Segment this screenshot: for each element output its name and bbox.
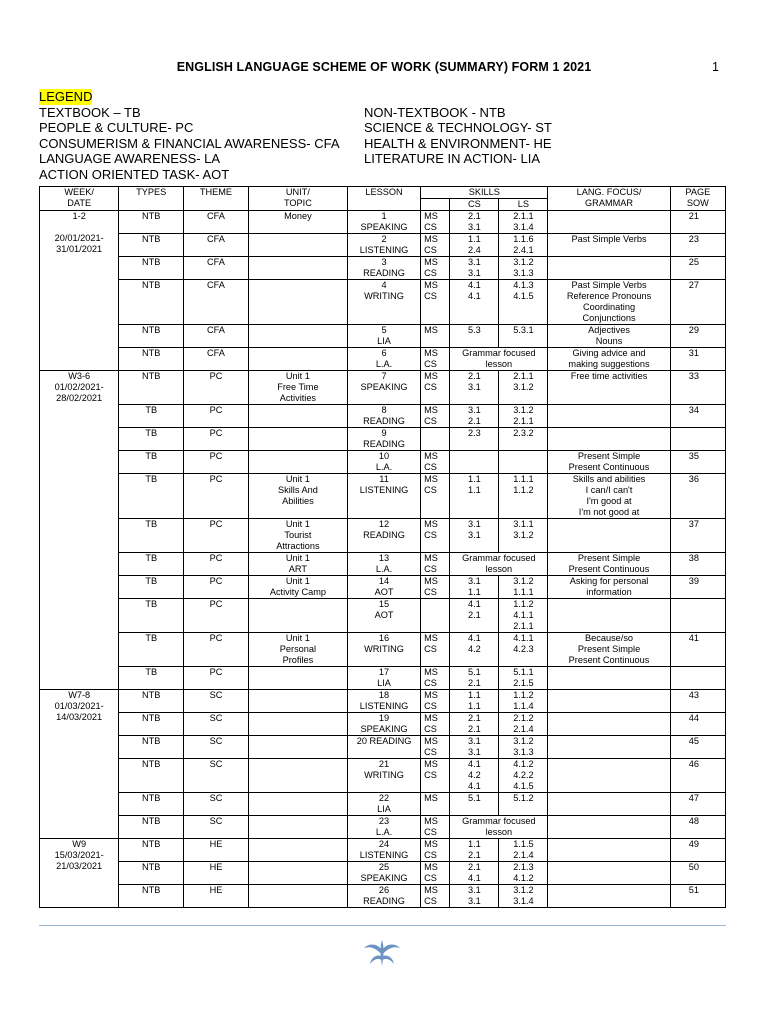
theme-cell: SC	[184, 793, 249, 816]
ls-cell: 1.1.1 1.1.2	[499, 474, 548, 519]
cs-cell: 5.1 2.1	[450, 667, 499, 690]
type-cell: TB	[119, 451, 184, 474]
cs-cell	[450, 451, 499, 474]
cs-cell: 2.3	[450, 428, 499, 451]
ls-cell: 4.1.1 4.2.3	[499, 633, 548, 667]
theme-cell: PC	[184, 633, 249, 667]
cs-cell: 3.1 3.1	[450, 519, 499, 553]
theme-cell: HE	[184, 839, 249, 862]
type-cell: NTB	[119, 211, 184, 234]
legend-left-item: LANGUAGE AWARENESS- LA	[39, 151, 221, 167]
unit-topic-cell	[248, 690, 347, 713]
ls-cell: 1.1.2 4.1.1 2.1.1	[499, 599, 548, 633]
page-title: ENGLISH LANGUAGE SCHEME OF WORK (SUMMARY) FORM 1 2021	[176, 60, 592, 74]
ls-cell	[499, 451, 548, 474]
skill-type-cell: MS CS	[421, 862, 450, 885]
lesson-cell: 10 L.A.	[348, 451, 421, 474]
type-cell: NTB	[119, 325, 184, 348]
unit-topic-cell	[248, 667, 347, 690]
table-row	[40, 451, 726, 474]
ls-cell: 3.1.2 3.1.3	[499, 736, 548, 759]
unit-topic-cell: Unit 1 ART	[248, 553, 347, 576]
cs-cell: 1.1 1.1	[450, 474, 499, 519]
legend-right-item: NON-TEXTBOOK - NTB	[364, 104, 506, 120]
skill-type-cell: MS CS	[421, 633, 450, 667]
unit-topic-cell	[248, 816, 347, 839]
legend-left-item: TEXTBOOK – TB	[39, 104, 141, 120]
table-row	[40, 667, 726, 690]
theme-cell: PC	[184, 451, 249, 474]
page-sow-cell: 36	[670, 474, 725, 519]
cs-cell: 4.1 4.1	[450, 280, 499, 325]
lesson-cell: 19 SPEAKING	[348, 713, 421, 736]
page-sow-cell: 31	[670, 348, 725, 371]
table-row	[40, 428, 726, 451]
skill-type-cell: MS CS	[421, 885, 450, 908]
language-focus-cell	[548, 736, 670, 759]
lesson-cell: 7 SPEAKING	[348, 371, 421, 405]
theme-cell: PC	[184, 667, 249, 690]
cs-cell: 2.1 4.1	[450, 862, 499, 885]
skill-type-cell: MS CS	[421, 257, 450, 280]
theme-cell: PC	[184, 519, 249, 553]
lesson-cell: 21 WRITING	[348, 759, 421, 793]
table-row	[40, 576, 726, 599]
legend	[39, 89, 739, 182]
page-sow-cell: 45	[670, 736, 725, 759]
skill-type-cell: MS CS	[421, 371, 450, 405]
ls-cell: 2.1.2 2.1.4	[499, 713, 548, 736]
cs-cell: 3.1 3.1	[450, 885, 499, 908]
fleur-logo-icon	[362, 936, 402, 970]
theme-cell: PC	[184, 599, 249, 633]
unit-topic-cell	[248, 257, 347, 280]
page-number: 1	[712, 60, 719, 74]
unit-topic-cell: Unit 1 Activity Camp	[248, 576, 347, 599]
unit-topic-cell	[248, 325, 347, 348]
language-focus-cell	[548, 816, 670, 839]
language-focus-cell	[548, 759, 670, 793]
table-row	[40, 519, 726, 553]
unit-topic-cell	[248, 862, 347, 885]
skills-merged-cell: Grammar focused lesson	[450, 816, 548, 839]
table-row	[40, 839, 726, 862]
type-cell: TB	[119, 553, 184, 576]
language-focus-cell: Present Simple Present Continuous	[548, 451, 670, 474]
week-date-cell: W7-8 01/03/2021- 14/03/2021	[40, 690, 119, 839]
page-sow-cell: 48	[670, 816, 725, 839]
cs-cell: 4.1 4.2 4.1	[450, 759, 499, 793]
page-sow-cell: 25	[670, 257, 725, 280]
unit-topic-cell: Unit 1 Personal Profiles	[248, 633, 347, 667]
language-focus-cell	[548, 793, 670, 816]
table-row	[40, 713, 726, 736]
page-sow-cell: 23	[670, 234, 725, 257]
page-sow-cell: 50	[670, 862, 725, 885]
lesson-cell: 17 LIA	[348, 667, 421, 690]
skill-type-cell: MS CS	[421, 736, 450, 759]
header-focus: LANG. FOCUS/ GRAMMAR	[548, 187, 670, 211]
unit-topic-cell	[248, 736, 347, 759]
skill-type-cell: MS CS	[421, 576, 450, 599]
cs-cell: 2.1 3.1	[450, 211, 499, 234]
language-focus-cell	[548, 428, 670, 451]
theme-cell: PC	[184, 371, 249, 405]
page-sow-cell: 49	[670, 839, 725, 862]
page-sow-cell: 27	[670, 280, 725, 325]
cs-cell: 2.1 2.1	[450, 713, 499, 736]
ls-cell: 3.1.2 3.1.3	[499, 257, 548, 280]
table-row	[40, 793, 726, 816]
skill-type-cell: MS CS	[421, 690, 450, 713]
header-unit: UNIT/ TOPIC	[248, 187, 347, 211]
ls-cell: 2.1.3 4.1.2	[499, 862, 548, 885]
lesson-cell: 11 LISTENING	[348, 474, 421, 519]
page-sow-cell	[670, 428, 725, 451]
header-cs: CS	[450, 199, 499, 211]
language-focus-cell: Past Simple Verbs Reference Pronouns Coordinating Conjunctions	[548, 280, 670, 325]
lesson-cell: 15 AOT	[348, 599, 421, 633]
page-sow-cell: 34	[670, 405, 725, 428]
page-sow-cell	[670, 667, 725, 690]
language-focus-cell	[548, 519, 670, 553]
header-theme: THEME	[184, 187, 249, 211]
ls-cell: 2.1.1 3.1.4	[499, 211, 548, 234]
page-sow-cell: 47	[670, 793, 725, 816]
table-row	[40, 348, 726, 371]
type-cell: NTB	[119, 371, 184, 405]
theme-cell: HE	[184, 885, 249, 908]
unit-topic-cell	[248, 885, 347, 908]
unit-topic-cell: Unit 1 Tourist Attractions	[248, 519, 347, 553]
page-sow-cell: 51	[670, 885, 725, 908]
legend-heading: LEGEND	[39, 89, 93, 104]
table-row	[40, 280, 726, 325]
ls-cell: 3.1.2 3.1.4	[499, 885, 548, 908]
language-focus-cell	[548, 885, 670, 908]
type-cell: NTB	[119, 793, 184, 816]
theme-cell: HE	[184, 862, 249, 885]
table-row	[40, 325, 726, 348]
table-row	[40, 862, 726, 885]
skills-merged-cell: Grammar focused lesson	[450, 348, 548, 371]
ls-cell: 3.1.2 2.1.1	[499, 405, 548, 428]
type-cell: NTB	[119, 862, 184, 885]
lesson-cell: 8 READING	[348, 405, 421, 428]
header-skills: SKILLS	[421, 187, 548, 199]
ls-cell: 5.1.2	[499, 793, 548, 816]
language-focus-cell	[548, 405, 670, 428]
type-cell: TB	[119, 667, 184, 690]
table-row	[40, 371, 726, 405]
lesson-cell: 12 READING	[348, 519, 421, 553]
language-focus-cell	[548, 862, 670, 885]
theme-cell: CFA	[184, 211, 249, 234]
unit-topic-cell: Unit 1 Skills And Abilities	[248, 474, 347, 519]
lesson-cell: 14 AOT	[348, 576, 421, 599]
skill-type-cell: MS CS	[421, 553, 450, 576]
header-ls: LS	[499, 199, 548, 211]
ls-cell: 3.1.1 3.1.2	[499, 519, 548, 553]
page-sow-cell: 38	[670, 553, 725, 576]
theme-cell: PC	[184, 405, 249, 428]
page-sow-cell: 44	[670, 713, 725, 736]
cs-cell: 2.1 3.1	[450, 371, 499, 405]
skill-type-cell: MS CS	[421, 839, 450, 862]
page-sow-cell: 37	[670, 519, 725, 553]
theme-cell: PC	[184, 474, 249, 519]
theme-cell: SC	[184, 713, 249, 736]
unit-topic-cell	[248, 451, 347, 474]
unit-topic-cell	[248, 759, 347, 793]
cs-cell: 5.1	[450, 793, 499, 816]
cs-cell: 1.1 2.1	[450, 839, 499, 862]
lesson-cell: 16 WRITING	[348, 633, 421, 667]
lesson-cell: 4 WRITING	[348, 280, 421, 325]
table-row	[40, 690, 726, 713]
header-week: WEEK/ DATE	[40, 187, 119, 211]
cs-cell: 3.1 3.1	[450, 257, 499, 280]
language-focus-cell: Asking for personal information	[548, 576, 670, 599]
type-cell: NTB	[119, 257, 184, 280]
header-lesson: LESSON	[348, 187, 421, 211]
type-cell: NTB	[119, 234, 184, 257]
unit-topic-cell	[248, 713, 347, 736]
table-row	[40, 885, 726, 908]
type-cell: NTB	[119, 280, 184, 325]
language-focus-cell	[548, 667, 670, 690]
type-cell: TB	[119, 474, 184, 519]
lesson-cell: 6 L.A.	[348, 348, 421, 371]
theme-cell: CFA	[184, 257, 249, 280]
table-row	[40, 474, 726, 519]
theme-cell: SC	[184, 759, 249, 793]
skill-type-cell: MS CS	[421, 451, 450, 474]
page-sow-cell: 39	[670, 576, 725, 599]
unit-topic-cell	[248, 793, 347, 816]
lesson-cell: 9 READING	[348, 428, 421, 451]
skill-type-cell: MS CS	[421, 474, 450, 519]
lesson-cell: 26 READING	[348, 885, 421, 908]
ls-cell: 1.1.5 2.1.4	[499, 839, 548, 862]
lesson-cell: 24 LISTENING	[348, 839, 421, 862]
legend-left-item: ACTION ORIENTED TASK- AOT	[39, 166, 230, 182]
table-row	[40, 405, 726, 428]
skill-type-cell: MS	[421, 325, 450, 348]
type-cell: TB	[119, 599, 184, 633]
skill-type-cell: MS CS	[421, 816, 450, 839]
theme-cell: CFA	[184, 325, 249, 348]
table-row	[40, 211, 726, 234]
language-focus-cell: Skills and abilities I can/I can't I'm good at I'm not good at	[548, 474, 670, 519]
legend-left-item: CONSUMERISM & FINANCIAL AWARENESS- CFA	[39, 135, 340, 151]
unit-topic-cell	[248, 348, 347, 371]
unit-topic-cell	[248, 839, 347, 862]
cs-cell: 4.1 2.1	[450, 599, 499, 633]
language-focus-cell: Free time activities	[548, 371, 670, 405]
type-cell: TB	[119, 405, 184, 428]
table-row	[40, 736, 726, 759]
ls-cell: 1.1.2 1.1.4	[499, 690, 548, 713]
type-cell: NTB	[119, 885, 184, 908]
lesson-cell: 18 LISTENING	[348, 690, 421, 713]
legend-left-column	[39, 105, 340, 183]
skill-type-cell: MS CS	[421, 211, 450, 234]
theme-cell: CFA	[184, 234, 249, 257]
lesson-cell: 3 READING	[348, 257, 421, 280]
cs-cell: 3.1 2.1	[450, 405, 499, 428]
table-row	[40, 816, 726, 839]
lesson-cell: 13 L.A.	[348, 553, 421, 576]
lesson-cell: 25 SPEAKING	[348, 862, 421, 885]
type-cell: NTB	[119, 348, 184, 371]
table-row	[40, 599, 726, 633]
unit-topic-cell	[248, 599, 347, 633]
type-cell: NTB	[119, 759, 184, 793]
lesson-cell: 2 LISTENING	[348, 234, 421, 257]
language-focus-cell: Because/so Present Simple Present Continuous	[548, 633, 670, 667]
page-sow-cell: 29	[670, 325, 725, 348]
theme-cell: PC	[184, 553, 249, 576]
legend-left-item: PEOPLE & CULTURE- PC	[39, 120, 194, 136]
skill-type-cell: MS CS	[421, 348, 450, 371]
language-focus-cell	[548, 599, 670, 633]
theme-cell: SC	[184, 736, 249, 759]
cs-cell: 4.1 4.2	[450, 633, 499, 667]
lesson-cell: 20 READING	[348, 736, 421, 759]
language-focus-cell	[548, 839, 670, 862]
skill-type-cell: MS CS	[421, 519, 450, 553]
type-cell: NTB	[119, 690, 184, 713]
lesson-cell: 5 LIA	[348, 325, 421, 348]
type-cell: NTB	[119, 839, 184, 862]
page-sow-cell: 21	[670, 211, 725, 234]
language-focus-cell	[548, 713, 670, 736]
skill-type-cell: MS CS	[421, 280, 450, 325]
cs-cell: 3.1 3.1	[450, 736, 499, 759]
language-focus-cell: Present Simple Present Continuous	[548, 553, 670, 576]
legend-right-item: LITERATURE IN ACTION- LIA	[364, 151, 541, 167]
theme-cell: PC	[184, 576, 249, 599]
lesson-cell: 1 SPEAKING	[348, 211, 421, 234]
table-row	[40, 633, 726, 667]
page-sow-cell: 41	[670, 633, 725, 667]
legend-right-item: HEALTH & ENVIRONMENT- HE	[364, 135, 552, 151]
unit-topic-cell	[248, 405, 347, 428]
type-cell: TB	[119, 428, 184, 451]
unit-topic-cell	[248, 280, 347, 325]
skill-type-cell: MS CS	[421, 667, 450, 690]
theme-cell: SC	[184, 690, 249, 713]
type-cell: NTB	[119, 713, 184, 736]
theme-cell: CFA	[184, 280, 249, 325]
table-row	[40, 759, 726, 793]
language-focus-cell: Giving advice and making suggestions	[548, 348, 670, 371]
type-cell: NTB	[119, 736, 184, 759]
page-sow-cell: 46	[670, 759, 725, 793]
theme-cell: PC	[184, 428, 249, 451]
ls-cell: 4.1.3 4.1.5	[499, 280, 548, 325]
unit-topic-cell	[248, 234, 347, 257]
ls-cell: 2.1.1 3.1.2	[499, 371, 548, 405]
ls-cell: 5.3.1	[499, 325, 548, 348]
type-cell: TB	[119, 576, 184, 599]
lesson-cell: 22 LIA	[348, 793, 421, 816]
page-sow-cell: 33	[670, 371, 725, 405]
theme-cell: CFA	[184, 348, 249, 371]
week-date-cell: W9 15/03/2021- 21/03/2021	[40, 839, 119, 908]
skill-type-cell	[421, 428, 450, 451]
type-cell: NTB	[119, 816, 184, 839]
skill-type-cell: MS CS	[421, 759, 450, 793]
lesson-cell: 23 L.A.	[348, 816, 421, 839]
language-focus-cell	[548, 211, 670, 234]
skill-type-cell: MS CS	[421, 234, 450, 257]
unit-topic-cell: Unit 1 Free Time Activities	[248, 371, 347, 405]
header-page: PAGE SOW	[670, 187, 725, 211]
language-focus-cell	[548, 257, 670, 280]
skill-type-cell: MS	[421, 793, 450, 816]
ls-cell: 2.3.2	[499, 428, 548, 451]
language-focus-cell	[548, 690, 670, 713]
ls-cell: 4.1.2 4.2.2 4.1.5	[499, 759, 548, 793]
page-sow-cell: 43	[670, 690, 725, 713]
legend-right-column	[364, 105, 552, 167]
table-row	[40, 553, 726, 576]
cs-cell: 1.1 2.4	[450, 234, 499, 257]
table-row	[40, 257, 726, 280]
skills-merged-cell: Grammar focused lesson	[450, 553, 548, 576]
cs-cell: 5.3	[450, 325, 499, 348]
type-cell: TB	[119, 519, 184, 553]
cs-cell: 1.1 1.1	[450, 690, 499, 713]
skill-type-cell	[421, 599, 450, 633]
scheme-of-work-table	[39, 186, 726, 908]
theme-cell: SC	[184, 816, 249, 839]
page-sow-cell: 35	[670, 451, 725, 474]
language-focus-cell: Adjectives Nouns	[548, 325, 670, 348]
week-date-cell: W3-6 01/02/2021- 28/02/2021	[40, 371, 119, 690]
ls-cell: 1.1.6 2.4.1	[499, 234, 548, 257]
ls-cell: 5.1.1 2.1.5	[499, 667, 548, 690]
type-cell: TB	[119, 633, 184, 667]
table-row	[40, 234, 726, 257]
cs-cell: 3.1 1.1	[450, 576, 499, 599]
unit-topic-cell	[248, 428, 347, 451]
footer-rule	[39, 925, 726, 926]
page-sow-cell	[670, 599, 725, 633]
ls-cell: 3.1.2 1.1.1	[499, 576, 548, 599]
skill-type-cell: MS CS	[421, 405, 450, 428]
unit-topic-cell: Money	[248, 211, 347, 234]
legend-right-item: SCIENCE & TECHNOLOGY- ST	[364, 120, 552, 136]
skill-type-cell: MS CS	[421, 713, 450, 736]
week-date-cell: 1-2 20/01/2021- 31/01/2021	[40, 211, 119, 371]
language-focus-cell: Past Simple Verbs	[548, 234, 670, 257]
header-types: TYPES	[119, 187, 184, 211]
